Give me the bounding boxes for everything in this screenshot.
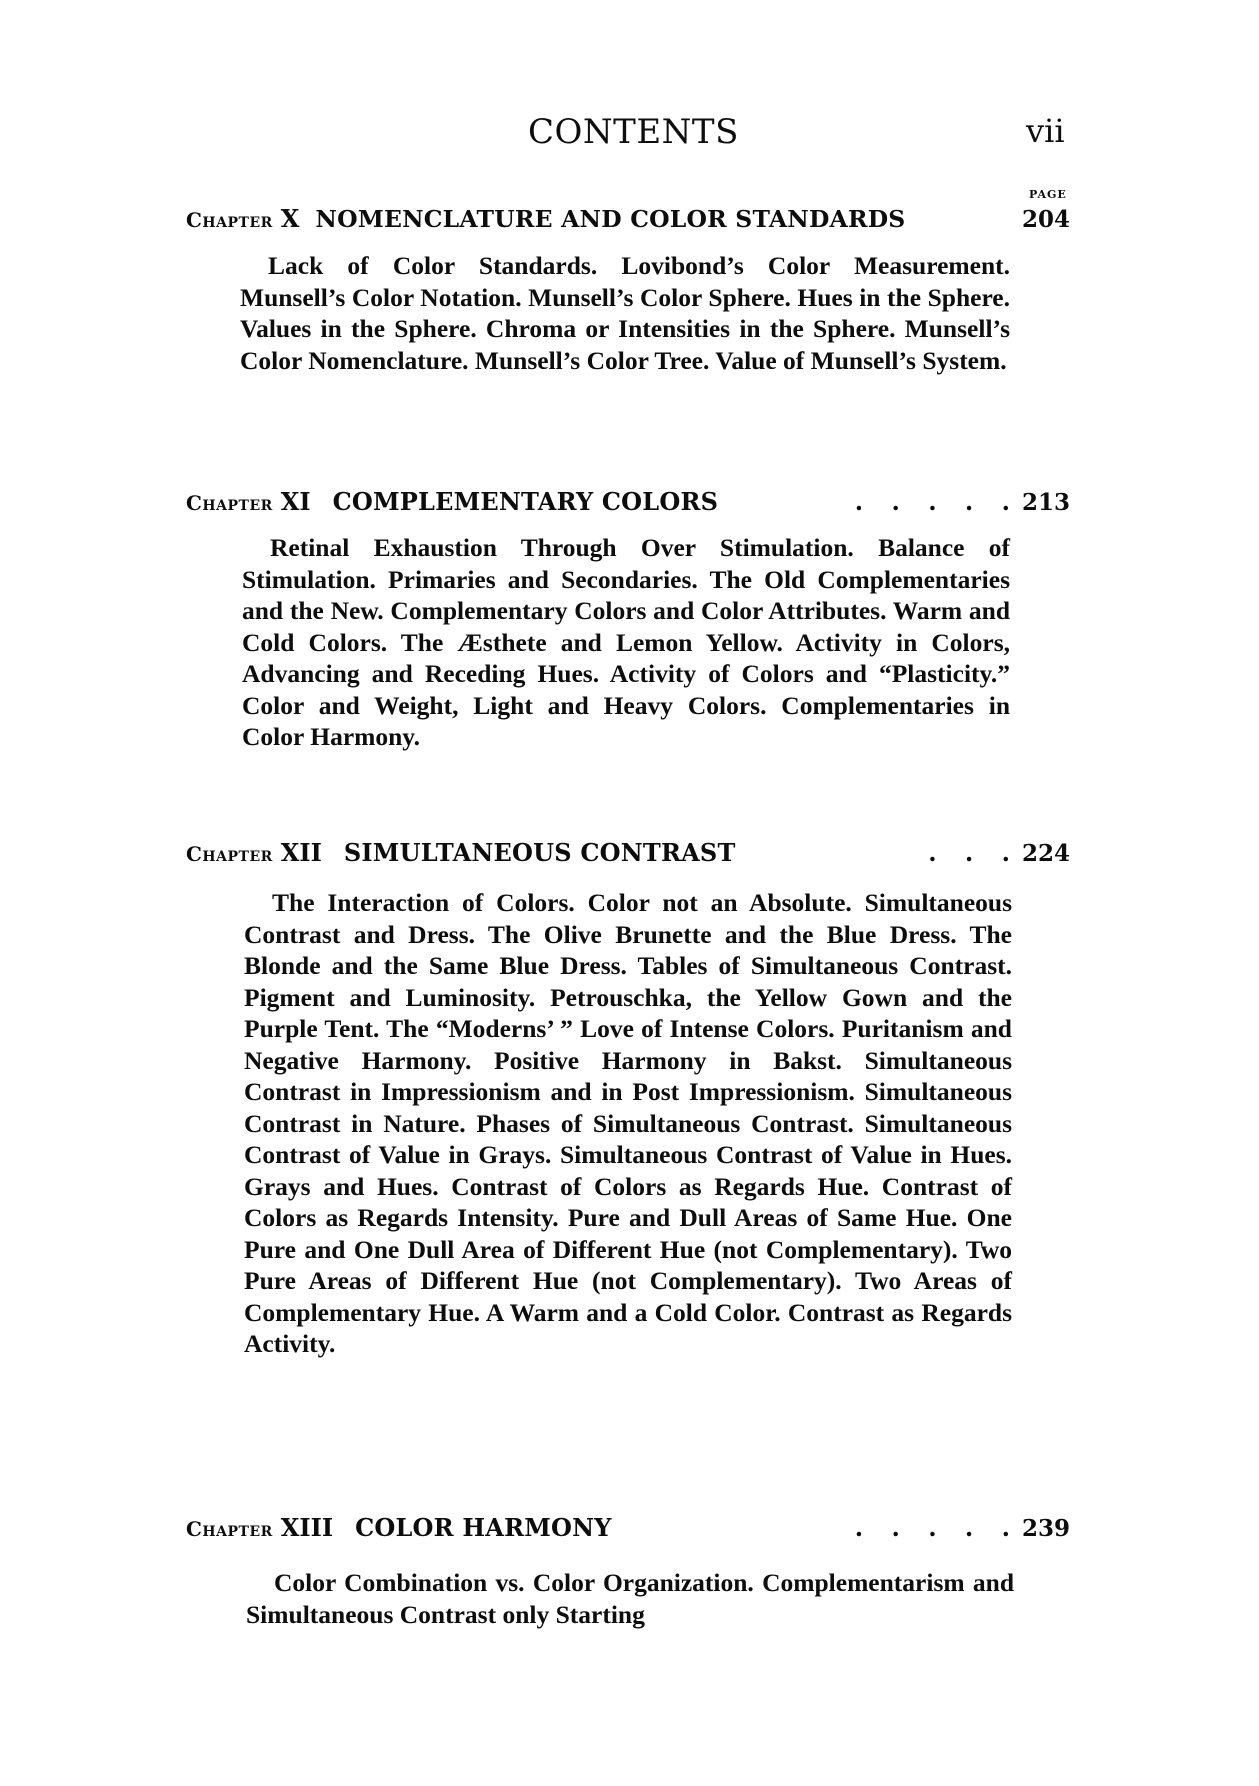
chapter-number: XII (280, 838, 322, 867)
chapter-summary-xi: Retinal Exhaustion Through Over Stimulation. Balance of Stimulation. Primaries and Secondaries. The Old Complementaries and the New. Complementary Colors and Color Attributes. Warm and Cold Colors. The Æsthete and Lemon Yellow. Activity in Colors, Advancing and Receding Hues. Activity of Colors and “Plasticity.” Color and Weight, Light and Heavy Colors. Complementaries in Color Harmony. (242, 533, 1010, 751)
page-column-label: PAGE (1029, 188, 1067, 201)
chapter-page: 204 (1021, 206, 1070, 233)
chapter-summary-xiii: Color Combination vs. Color Organization. Complementarism and Simultaneous Contrast only Starting (246, 1568, 1014, 1629)
chapter-label: Chapter (186, 208, 273, 232)
chapter-heading-xii (186, 838, 1070, 867)
chapter-summary-x: Lack of Color Standards. Lovibond’s Color Measurement. Munsell’s Color Notation. Munsell’s Color Sphere. Hues in the Sphere. Values in the Sphere. Chroma or Intensities in the Sphere. Munsell’s Color Nomenclature. Munsell’s Color Tree. Value of Munsell’s System. (240, 251, 1010, 375)
chapter-label: Chapter (186, 491, 273, 515)
chapter-leader-dots: . . . . . (854, 1513, 1020, 1542)
chapter-page: 239 (1021, 1515, 1070, 1542)
chapter-heading-xi (186, 487, 1070, 516)
chapter-leader-dots: . . . . . (854, 487, 1020, 516)
chapter-title: COLOR HARMONY (355, 1513, 612, 1542)
chapter-title: COMPLEMENTARY COLORS (332, 487, 719, 516)
chapter-number: XIII (280, 1513, 334, 1542)
chapter-title: NOMENCLATURE AND COLOR STANDARDS (315, 205, 906, 233)
page-number: vii (1026, 112, 1065, 150)
chapter-page: 224 (1021, 840, 1070, 867)
chapter-heading-xiii (186, 1513, 1070, 1542)
page-title: CONTENTS (528, 112, 739, 152)
chapter-summary-xii: The Interaction of Colors. Color not an Absolute. Simultaneous Contrast and Dress. The Olive Brunette and the Blue Dress. The Blonde and the Same Blue Dress. Tables of Simultaneous Contrast. Pigment and Luminosity. Petrouschka, the Yellow Gown and the Purple Tent. The “Moderns’ ” Love of Intense Colors. Puritanism and Negative Harmony. Positive Harmony in Bakst. Simultaneous Contrast in Impressionism and in Post Impressionism. Simultaneous Contrast in Nature. Phases of Simultaneous Contrast. Simultaneous Contrast of Value in Grays. Simultaneous Contrast of Value in Hues. Grays and Hues. Contrast of Colors as Regards Hue. Contrast of Colors as Regards Intensity. Pure and Dull Areas of Same Hue. One Pure and One Dull Area of Different Hue (not Complementary). Two Pure Areas of Different Hue (not Complementary). Two Areas of Complementary Hue. A Warm and a Cold Color. Contrast as Regards Activity. (244, 888, 1012, 1358)
chapter-page: 213 (1021, 489, 1070, 516)
chapter-heading-x (186, 204, 1070, 233)
chapter-number: X (280, 204, 300, 233)
chapter-label: Chapter (186, 1517, 273, 1541)
chapter-leader-dots: . . . (928, 838, 1020, 867)
chapter-title: SIMULTANEOUS CONTRAST (343, 838, 736, 867)
chapter-number: XI (280, 487, 311, 516)
chapter-label: Chapter (186, 842, 273, 866)
